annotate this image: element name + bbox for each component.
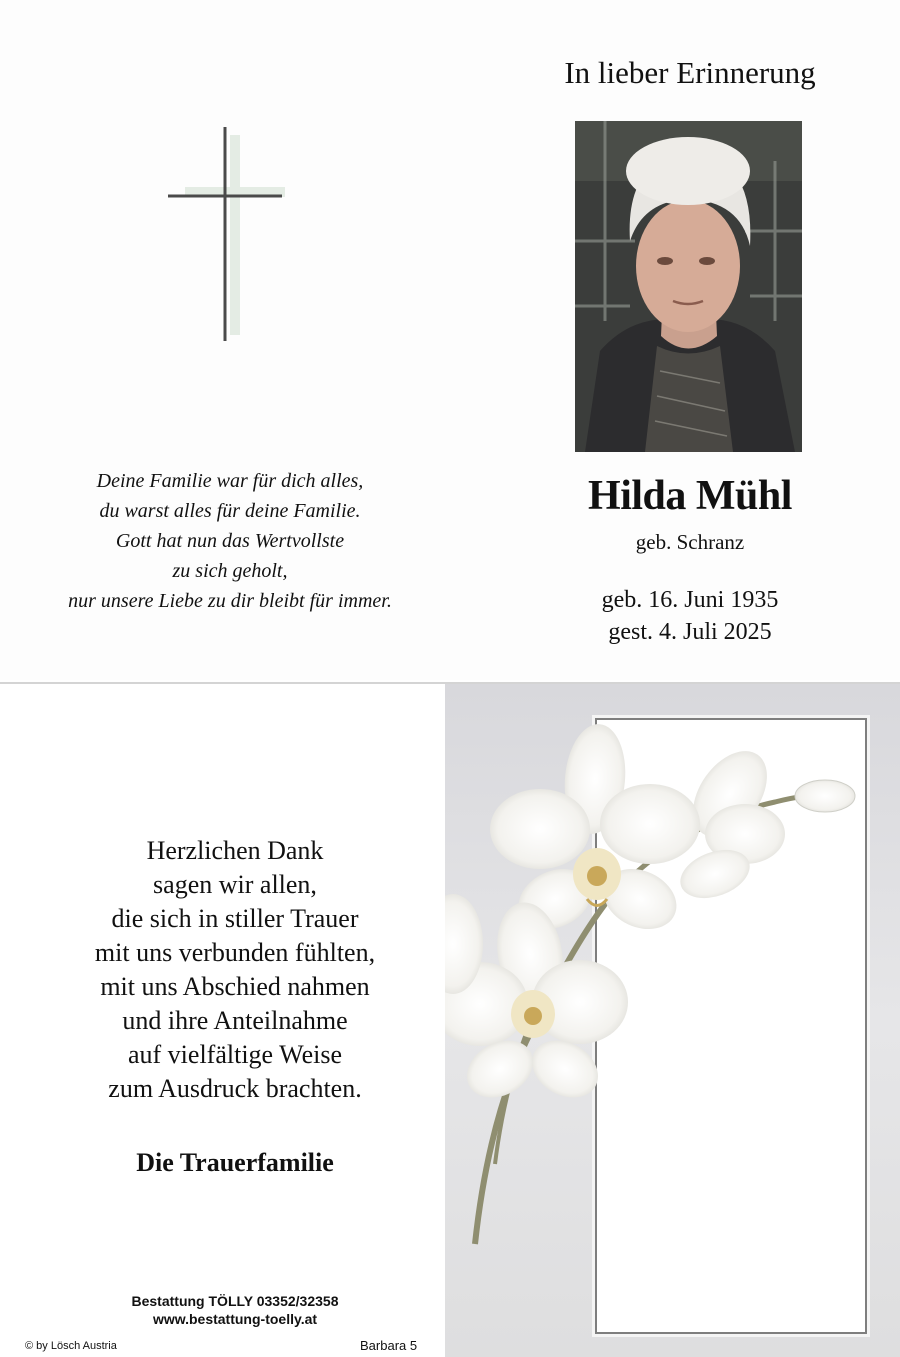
memory-title: In lieber Erinnerung [564,55,816,90]
thanks-line: und ihre Anteilnahme [122,1006,348,1035]
funeral-home-website: www.bestattung-toelly.at [152,1311,318,1327]
deceased-name: Hilda Mühl [588,473,792,519]
poem-line: du warst alles für deine Familie. [99,500,361,522]
poem-line: Gott hat nun das Wertvollste [115,530,345,552]
thank-you-text [30,834,440,1106]
thanks-line: mit uns verbunden fühlten, [94,938,376,967]
poem-line: Deine Familie war für dich alles, [96,470,364,492]
death-date: gest. 4. Juli 2025 [608,619,772,645]
birth-date: geb. 16. Juni 1935 [601,587,779,613]
design-code: Barbara 5 [360,1338,418,1353]
poem [10,466,450,616]
thanks-line: auf vielfältige Weise [127,1040,342,1069]
thanks-line: zum Ausdruck brachten. [108,1074,362,1103]
poem-line: nur unsere Liebe zu dir bleibt für immer. [68,590,392,612]
thanks-line: mit uns Abschied nahmen [100,972,370,1001]
copyright-note: © by Lösch Austria [25,1340,117,1352]
maiden-name: geb. Schranz [635,530,745,554]
thanks-line: Herzlichen Dank [146,836,324,865]
family-signature: Die Trauerfamilie [136,1148,334,1177]
funeral-home-info [60,1292,410,1328]
portrait-photo [575,121,802,452]
cross-icon [160,125,290,345]
funeral-home-name: Bestattung TÖLLY 03352/32358 [131,1293,339,1309]
thanks-line: die sich in stiller Trauer [111,904,359,933]
orchid-illustration [445,684,900,1357]
poem-line: zu sich geholt, [172,560,288,582]
thanks-line: sagen wir allen, [153,870,317,899]
